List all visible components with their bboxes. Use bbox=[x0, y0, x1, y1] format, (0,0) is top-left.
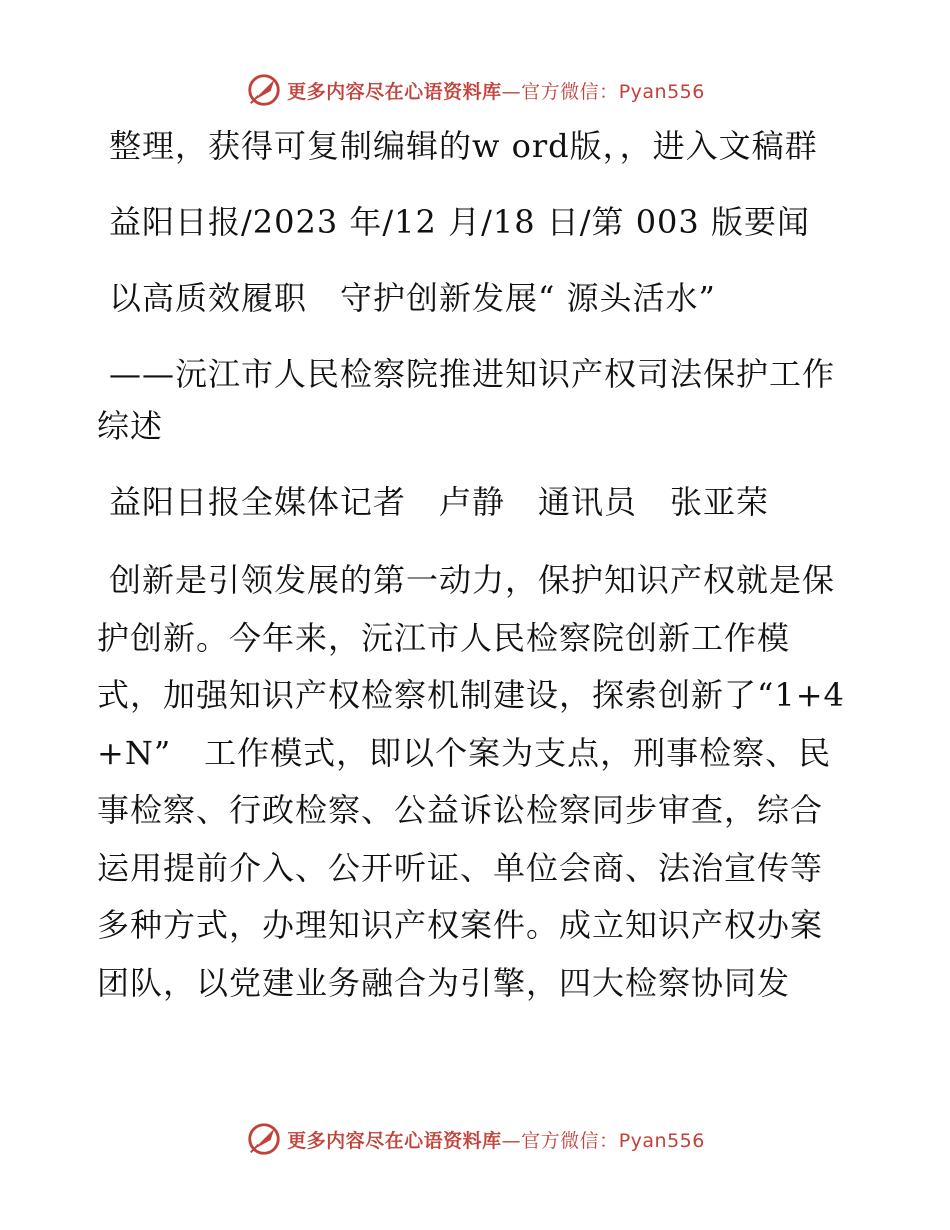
intro-note: 整理，获得可复制编辑的w ord版，，进入文稿群 bbox=[109, 127, 818, 165]
banner-wechat-label: 官方微信： bbox=[521, 80, 619, 103]
article-subtitle: ——沅江市人民检察院推进知识产权司法保护工作综述 bbox=[97, 355, 836, 445]
banner-site-text: 更多内容尽在心语资料库 bbox=[287, 1129, 502, 1152]
footer-banner bbox=[0, 1119, 950, 1159]
quill-logo-icon bbox=[245, 71, 283, 109]
banner-text bbox=[287, 1126, 705, 1153]
quill-logo-icon bbox=[245, 1120, 283, 1158]
header-banner bbox=[0, 70, 950, 110]
body-paragraph: 创新是引领发展的第一动力，保护知识产权就是保护创新。今年来，沅江市人民检察院创新工作模式，加强知识产权检察机制建设，探索创新了“1+4+N” 工作模式，即以个案为支点，刑事检察、民事检察、行政检察、公益诉讼检察同步审查，综合运用提前介入、公开听证、单位会商、法治宣传等多种方式，办理知识产权案件。成立知识产权办案团队，以党建业务融合为引擎，四大检察协同发 bbox=[97, 561, 845, 1002]
banner-wechat-id: Pyan556 bbox=[618, 80, 705, 103]
banner-site-text: 更多内容尽在心语资料库 bbox=[287, 80, 502, 103]
banner-text bbox=[287, 77, 705, 104]
byline: 益阳日报全媒体记者 卢静 通讯员 张亚荣 bbox=[109, 483, 770, 521]
article-title: 以高质效履职 守护创新发展“ 源头活水” bbox=[109, 279, 716, 317]
banner-separator: — bbox=[501, 80, 522, 103]
document-body bbox=[97, 120, 852, 1036]
banner-separator: — bbox=[501, 1129, 522, 1152]
source-line: 益阳日报/2023 年/12 月/18 日/第 003 版要闻 bbox=[109, 203, 810, 241]
banner-wechat-label: 官方微信： bbox=[521, 1129, 619, 1152]
banner-wechat-id: Pyan556 bbox=[618, 1129, 705, 1152]
